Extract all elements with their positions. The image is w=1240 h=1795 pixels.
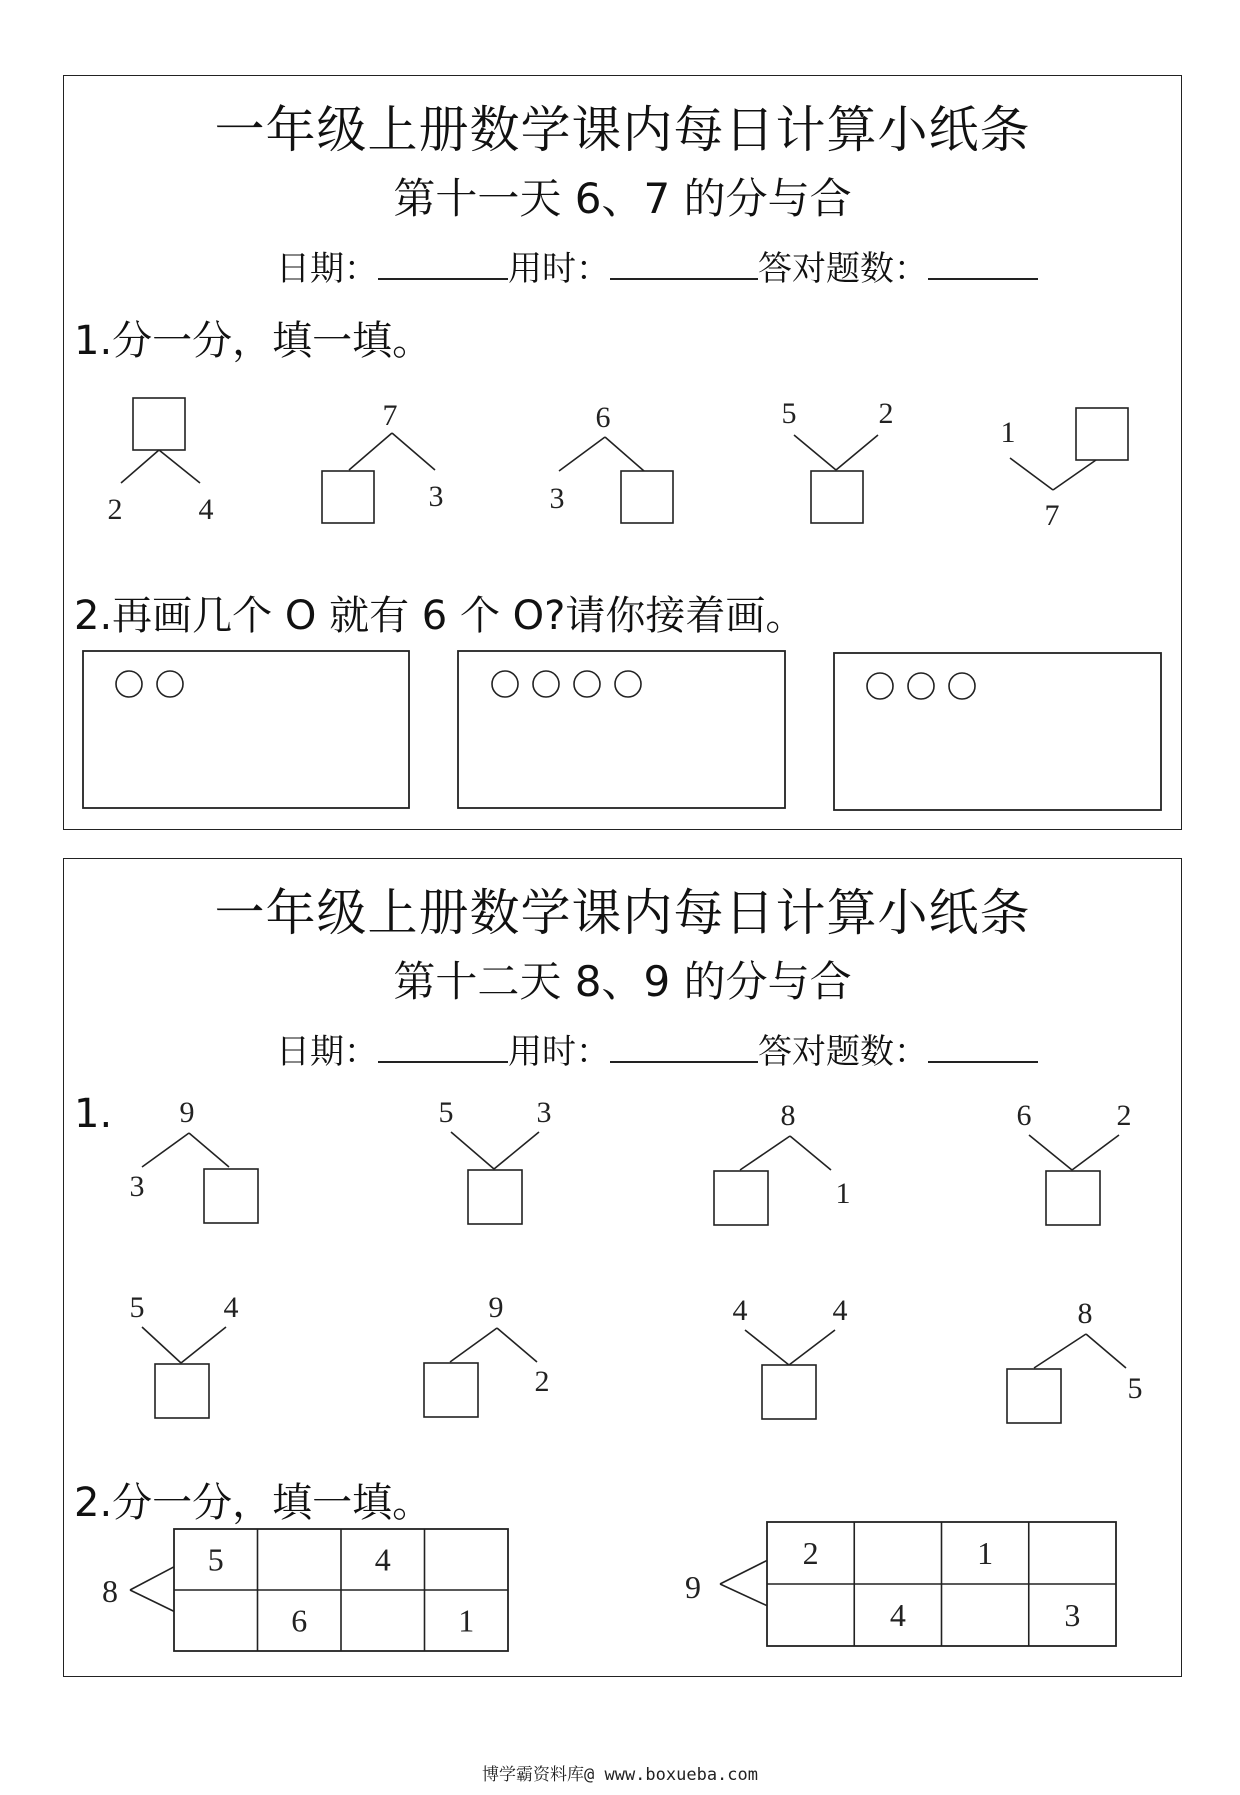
number-left: 3 bbox=[549, 482, 565, 515]
connector-line bbox=[559, 437, 605, 471]
connector-line bbox=[392, 433, 435, 470]
number-right: 2 bbox=[534, 1365, 550, 1398]
connector-line bbox=[745, 1330, 789, 1365]
connector-line bbox=[789, 1330, 835, 1365]
answer-box-left[interactable] bbox=[1007, 1369, 1061, 1423]
bracket-line bbox=[720, 1584, 767, 1606]
question-1-label: 1. bbox=[74, 1091, 113, 1137]
connector-line bbox=[450, 1328, 497, 1362]
time-label: 用时： bbox=[508, 1032, 610, 1072]
answer-box-right[interactable] bbox=[1076, 408, 1128, 460]
connector-line bbox=[1034, 1334, 1086, 1368]
connector-line bbox=[836, 435, 878, 470]
table-cell-number: 6 bbox=[291, 1602, 308, 1639]
number-top: 9 bbox=[488, 1291, 504, 1324]
connector-line bbox=[159, 450, 200, 483]
table-cell-blank[interactable] bbox=[177, 1593, 255, 1648]
table-cell-blank[interactable] bbox=[945, 1587, 1026, 1643]
connector-line bbox=[740, 1136, 790, 1170]
connector-line bbox=[1072, 1135, 1119, 1170]
number-total: 7 bbox=[1044, 499, 1060, 532]
question-1-label: 1.分一分，填一填。 bbox=[74, 318, 433, 364]
connector-line bbox=[142, 1133, 189, 1167]
connector-line bbox=[794, 435, 836, 470]
question-2-label: 2.再画几个 O 就有 6 个 O?请你接着画。 bbox=[74, 593, 806, 639]
connector-line bbox=[790, 1136, 831, 1170]
bracket-line bbox=[130, 1590, 174, 1611]
connector-line bbox=[605, 437, 644, 471]
answer-box-left[interactable] bbox=[322, 471, 374, 523]
date-label: 日期： bbox=[276, 1032, 378, 1072]
connector-line bbox=[142, 1327, 181, 1363]
drawing-box[interactable] bbox=[458, 651, 785, 808]
table-cell-number: 1 bbox=[977, 1535, 994, 1571]
number-total: 8 bbox=[102, 1573, 118, 1609]
connector-line bbox=[451, 1132, 494, 1169]
number-left: 5 bbox=[129, 1291, 145, 1324]
bracket-line bbox=[720, 1560, 767, 1584]
answer-box-bottom[interactable] bbox=[762, 1365, 816, 1419]
table-cell-number: 4 bbox=[374, 1541, 391, 1578]
answer-box-bottom[interactable] bbox=[155, 1364, 209, 1418]
footer-watermark: 博学霸资料库@ www.boxueba.com bbox=[482, 1765, 758, 1785]
table-cell-blank[interactable] bbox=[857, 1525, 938, 1581]
connector-line bbox=[189, 1133, 229, 1167]
drawing-box[interactable] bbox=[83, 651, 409, 808]
number-right: 4 bbox=[832, 1294, 848, 1327]
table-cell-number: 1 bbox=[458, 1602, 475, 1639]
number-right: 3 bbox=[536, 1096, 552, 1129]
worksheet-title: 一年级上册数学课内每日计算小纸条 bbox=[214, 101, 1031, 159]
number-top: 6 bbox=[595, 401, 611, 434]
table-cell-blank[interactable] bbox=[344, 1593, 422, 1648]
connector-line bbox=[349, 433, 392, 470]
answer-box-bottom[interactable] bbox=[811, 471, 863, 523]
worksheet-title: 一年级上册数学课内每日计算小纸条 bbox=[214, 884, 1031, 942]
table-cell-number: 2 bbox=[802, 1535, 819, 1571]
table-cell-number: 3 bbox=[1064, 1597, 1081, 1633]
table-cell-number: 5 bbox=[207, 1541, 224, 1578]
table-cell-blank[interactable] bbox=[770, 1587, 851, 1643]
number-left: 3 bbox=[129, 1170, 145, 1203]
connector-line bbox=[1053, 460, 1096, 490]
number-top: 8 bbox=[780, 1099, 796, 1132]
number-top: 7 bbox=[382, 399, 398, 432]
number-left: 5 bbox=[781, 397, 797, 430]
number-left: 2 bbox=[107, 493, 123, 526]
answer-box-left[interactable] bbox=[714, 1171, 768, 1225]
table-cell-blank[interactable] bbox=[1032, 1525, 1113, 1581]
bracket-line bbox=[130, 1567, 174, 1590]
answer-box-right[interactable] bbox=[621, 471, 673, 523]
number-right: 4 bbox=[223, 1291, 239, 1324]
number-left: 5 bbox=[438, 1096, 454, 1129]
number-left: 6 bbox=[1016, 1099, 1032, 1132]
connector-line bbox=[1010, 458, 1053, 490]
number-top: 8 bbox=[1077, 1297, 1093, 1330]
table-cell-blank[interactable] bbox=[428, 1532, 506, 1587]
number-left: 4 bbox=[732, 1294, 748, 1327]
question-2-label: 2.分一分，填一填。 bbox=[74, 1480, 433, 1526]
correct-count-label: 答对题数： bbox=[758, 1032, 928, 1072]
number-right: 2 bbox=[878, 397, 894, 430]
connector-line bbox=[497, 1328, 537, 1362]
table-cell-blank[interactable] bbox=[261, 1532, 339, 1587]
number-left: 1 bbox=[1000, 416, 1016, 449]
worksheet-subtitle: 第十一天 6、7 的分与合 bbox=[393, 174, 852, 223]
table-cell-number: 4 bbox=[889, 1597, 906, 1633]
number-top: 9 bbox=[179, 1096, 195, 1129]
connector-line bbox=[1086, 1334, 1126, 1368]
connector-line bbox=[181, 1327, 226, 1363]
answer-box-bottom[interactable] bbox=[468, 1170, 522, 1224]
worksheet-subtitle: 第十二天 8、9 的分与合 bbox=[393, 957, 852, 1006]
answer-box-right[interactable] bbox=[204, 1169, 258, 1223]
date-label: 日期： bbox=[276, 249, 378, 289]
connector-line bbox=[121, 450, 159, 483]
answer-box-top[interactable] bbox=[133, 398, 185, 450]
correct-count-label: 答对题数： bbox=[758, 249, 928, 289]
number-total: 9 bbox=[685, 1569, 701, 1605]
connector-line bbox=[494, 1132, 539, 1169]
answer-box-left[interactable] bbox=[424, 1363, 478, 1417]
number-right: 4 bbox=[198, 493, 214, 526]
number-right: 3 bbox=[428, 480, 444, 513]
time-label: 用时： bbox=[508, 249, 610, 289]
answer-box-bottom[interactable] bbox=[1046, 1171, 1100, 1225]
number-right: 1 bbox=[835, 1177, 851, 1210]
drawing-box[interactable] bbox=[834, 653, 1161, 810]
number-right: 2 bbox=[1116, 1099, 1132, 1132]
number-right: 5 bbox=[1127, 1372, 1143, 1405]
connector-line bbox=[1029, 1135, 1072, 1170]
